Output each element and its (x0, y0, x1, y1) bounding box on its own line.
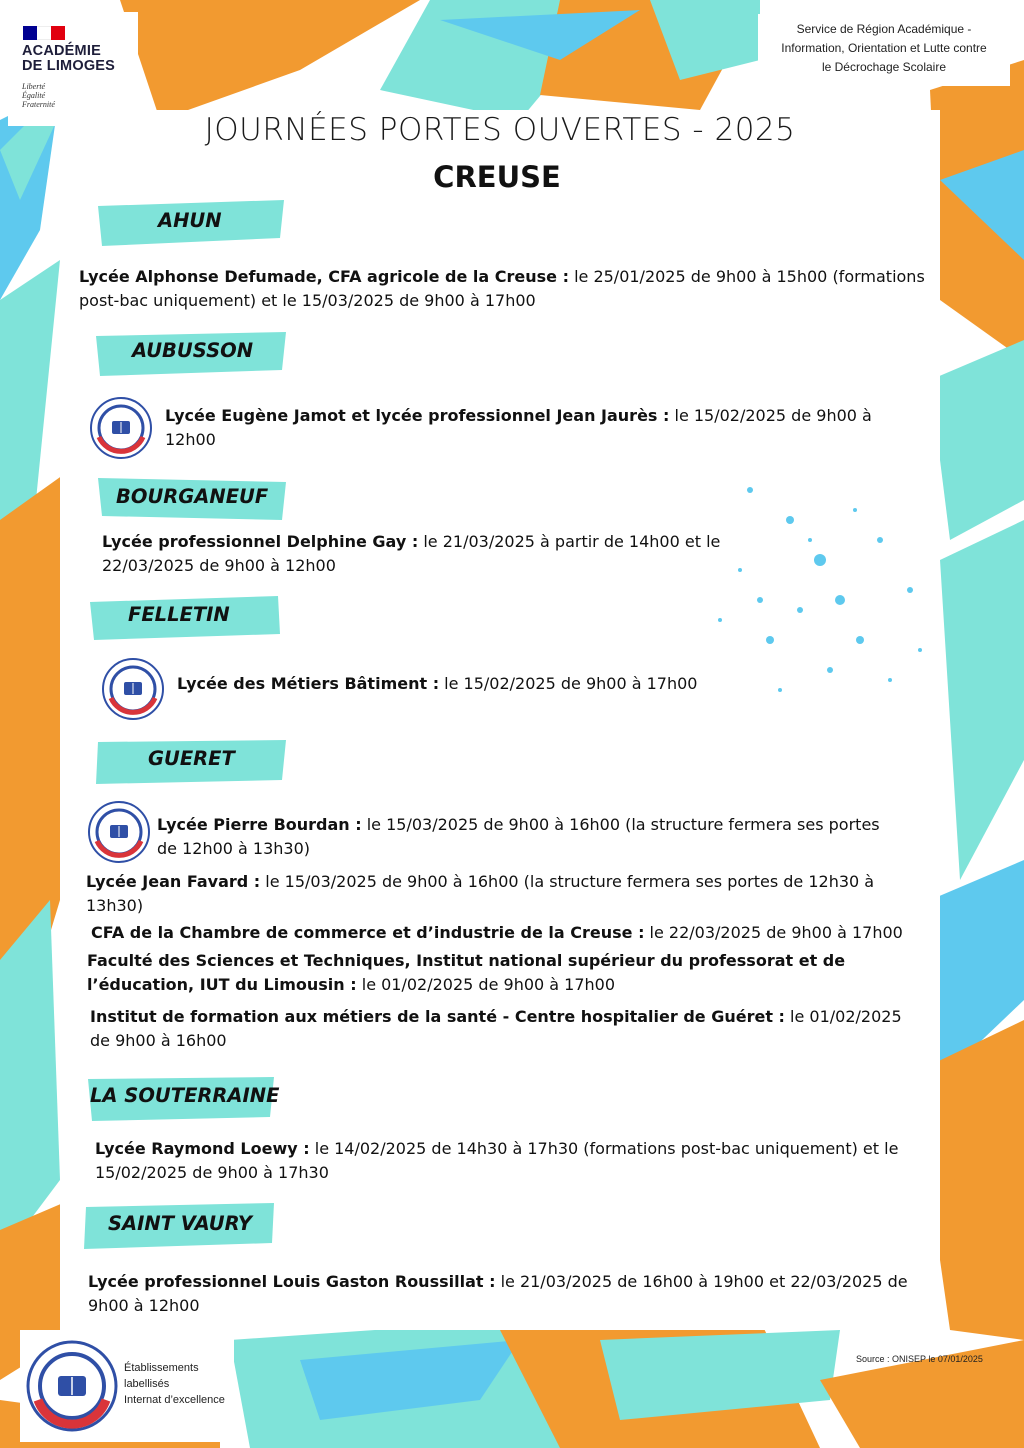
town-name: SAINT VAURY (108, 1212, 252, 1235)
entry-gueret-faculte (87, 949, 927, 997)
entry-name: Lycée Jean Favard : (86, 872, 261, 891)
entry-details: le 15/02/2025 de 9h00 à (669, 406, 872, 425)
entry-name: l’éducation, IUT du Limousin : (87, 975, 357, 994)
town-name: GUERET (148, 747, 235, 770)
entry-name: Lycée Pierre Bourdan : (157, 815, 362, 834)
entry-name: Lycée Alphonse Defumade, CFA agricole de la Creuse : (79, 267, 569, 286)
town-name: BOURGANEUF (116, 485, 269, 508)
internat-excellence-badge-icon (90, 397, 152, 459)
marianne-flag-icon (23, 26, 65, 40)
entry-details: le 15/02/2025 de 9h00 à 17h00 (439, 674, 698, 693)
page-title: JOURNÉES PORTES OUVERTES - 2025 (204, 112, 796, 148)
entry-details: le 21/03/2025 de 16h00 à 19h00 et 22/03/2025 de (495, 1272, 908, 1291)
entry-name: Lycée Eugène Jamot et lycée professionnel Jean Jaurès : (165, 406, 670, 425)
town-name: LA SOUTERRAINE (90, 1084, 280, 1107)
town-label-saint-vaury (82, 1203, 278, 1249)
entry-la-souterraine (95, 1137, 935, 1185)
entry-bourganeuf (102, 530, 782, 578)
entry-name: Lycée professionnel Louis Gaston Roussillat : (88, 1272, 496, 1291)
entry-details: 22/03/2025 de 9h00 à 12h00 (102, 556, 336, 575)
entry-name: Lycée des Métiers Bâtiment : (177, 674, 440, 693)
entry-aubusson (165, 404, 905, 452)
town-label-aubusson (94, 330, 290, 376)
entry-details: le 14/02/2025 de 14h30 à 17h30 (formations post-bac uniquement) et le (309, 1139, 899, 1158)
academie-logo (8, 12, 138, 126)
entry-details: 13h30) (86, 896, 144, 915)
entry-details: de 12h00 à 13h30) (157, 839, 311, 858)
entry-ahun (79, 265, 949, 313)
entry-gueret-cfa (91, 921, 931, 945)
internat-excellence-badge-icon (102, 658, 164, 720)
logo-title: ACADÉMIE DE LIMOGES (22, 43, 116, 74)
legend (20, 1330, 234, 1442)
entry-saint-vaury (88, 1270, 938, 1318)
town-name: FELLETIN (128, 603, 230, 626)
source-note: Source : ONISEP le 07/01/2025 (856, 1354, 983, 1364)
town-label-ahun (94, 200, 290, 246)
town-name: AUBUSSON (132, 339, 254, 362)
entry-details: le 25/01/2025 de 9h00 à 15h00 (formations (568, 267, 925, 286)
entry-details: le 15/03/2025 de 9h00 à 16h00 (la structure fermera ses portes de 12h30 à (260, 872, 875, 891)
service-line: Service de Région Académique - (796, 22, 972, 36)
logo-motto: Liberté Égalité Fraternité (22, 82, 55, 109)
entry-details: 9h00 à 12h00 (88, 1296, 200, 1315)
entry-details: post-bac uniquement) et le 15/03/2025 de 9h00 à 17h00 (79, 291, 536, 310)
entry-name: Lycée Raymond Loewy : (95, 1139, 310, 1158)
entry-gueret-favard (86, 870, 926, 918)
entry-gueret-bourdan (157, 813, 917, 861)
entry-details: de 9h00 à 16h00 (90, 1031, 227, 1050)
town-label-gueret (94, 738, 290, 784)
entry-name: Faculté des Sciences et Techniques, Institut national supérieur du professorat et de (87, 951, 846, 970)
entry-name: Institut de formation aux métiers de la santé - Centre hospitalier de Guéret : (90, 1007, 785, 1026)
service-box (758, 14, 1010, 86)
entry-details: le 01/02/2025 de 9h00 à 17h00 (356, 975, 616, 994)
entry-details: 15/02/2025 de 9h00 à 17h30 (95, 1163, 329, 1182)
entry-gueret-ifms (90, 1005, 930, 1053)
entry-details: le 21/03/2025 à partir de 14h00 et le (418, 532, 721, 551)
entry-details: 12h00 (165, 430, 216, 449)
town-label-la-souterraine (86, 1075, 280, 1121)
service-line: Information, Orientation et Lutte contre (781, 41, 987, 55)
internat-excellence-badge-icon (88, 801, 150, 863)
service-line: le Décrochage Scolaire (821, 60, 947, 74)
entry-details: le 22/03/2025 de 9h00 à 17h00 (644, 923, 903, 942)
entry-details: le 01/02/2025 (784, 1007, 902, 1026)
entry-felletin (177, 672, 877, 696)
town-label-felletin (88, 594, 284, 640)
entry-name: Lycée professionnel Delphine Gay : (102, 532, 419, 551)
entry-details: le 15/03/2025 de 9h00 à 16h00 (la structure fermera ses portes (361, 815, 880, 834)
legend-text: Établissements labellisés Internat d’excellence (124, 1362, 225, 1406)
entry-name: CFA de la Chambre de commerce et d’industrie de la Creuse : (91, 923, 645, 942)
page-subtitle: CREUSE (433, 160, 561, 194)
internat-excellence-badge-icon (24, 1334, 120, 1438)
town-name: AHUN (158, 209, 222, 232)
town-label-bourganeuf (94, 476, 290, 522)
